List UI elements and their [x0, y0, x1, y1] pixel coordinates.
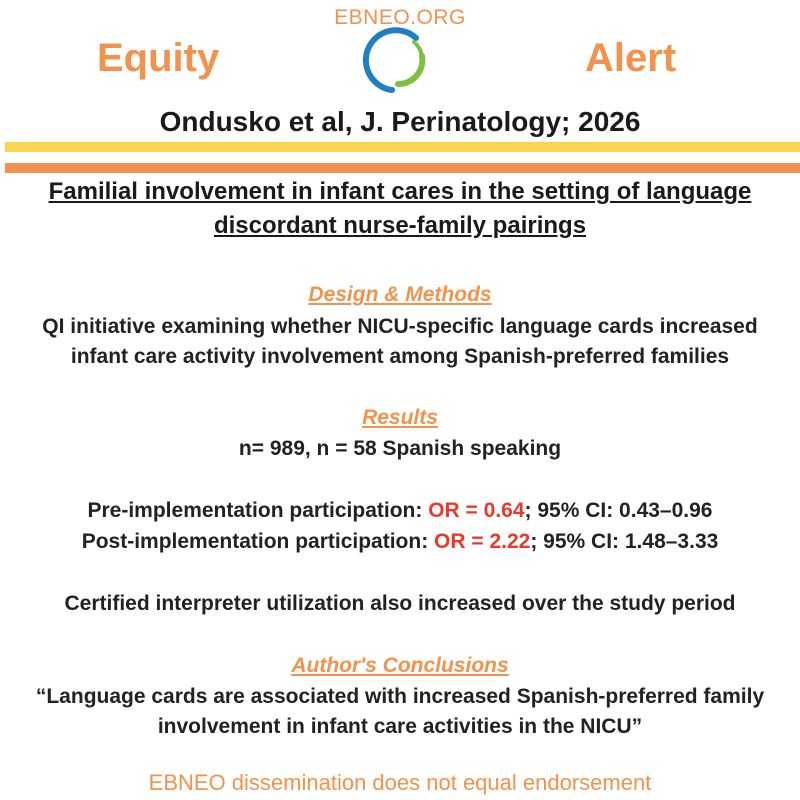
orange-divider	[5, 163, 800, 173]
yellow-divider	[5, 142, 800, 152]
design-line1: QI initiative examining whether NICU-specific language cards increased	[42, 315, 758, 338]
conclusions-heading: Author's Conclusions	[291, 654, 509, 677]
pre-ci: ; 95% CI: 0.43–0.96	[524, 499, 713, 522]
post-ci: ; 95% CI: 1.48–3.33	[530, 530, 719, 553]
logo-icon	[362, 26, 434, 96]
study-title-line2: discordant nurse-family pairings	[213, 212, 587, 239]
study-title-line1: Familial involvement in infant cares in the setting of language	[48, 178, 752, 205]
disclaimer: EBNEO dissemination does not equal endorsement	[148, 770, 652, 795]
citation: Ondusko et al, J. Perinatology; 2026	[159, 106, 641, 137]
alert-label: Alert	[585, 36, 677, 80]
equity-label: Equity	[97, 36, 220, 80]
conclusions-text	[0, 682, 800, 742]
site-name: EBNEO.ORG	[334, 6, 466, 29]
design-line2: infant care activity involvement among Spanish-preferred families	[70, 345, 730, 368]
sample-size: n= 989, n = 58 Spanish speaking	[238, 437, 562, 460]
conclusions-line2: involvement in infant care activities in the NICU”	[157, 715, 643, 738]
design-text	[0, 312, 800, 372]
pre-label: Pre-implementation participation:	[87, 499, 429, 522]
results-heading: Results	[362, 406, 438, 429]
conclusions-line1: “Language cards are associated with increased Spanish-preferred family	[35, 685, 765, 708]
study-title	[0, 175, 800, 243]
pre-odds-ratio: OR = 0.64	[428, 499, 525, 522]
interpreter-note: Certified interpreter utilization also increased over the study period	[64, 592, 736, 615]
post-odds-ratio: OR = 2.22	[434, 530, 531, 553]
design-heading: Design & Methods	[308, 283, 492, 306]
post-label: Post-implementation participation:	[81, 530, 435, 553]
post-implementation-row	[0, 527, 800, 557]
pre-implementation-row	[0, 496, 800, 526]
